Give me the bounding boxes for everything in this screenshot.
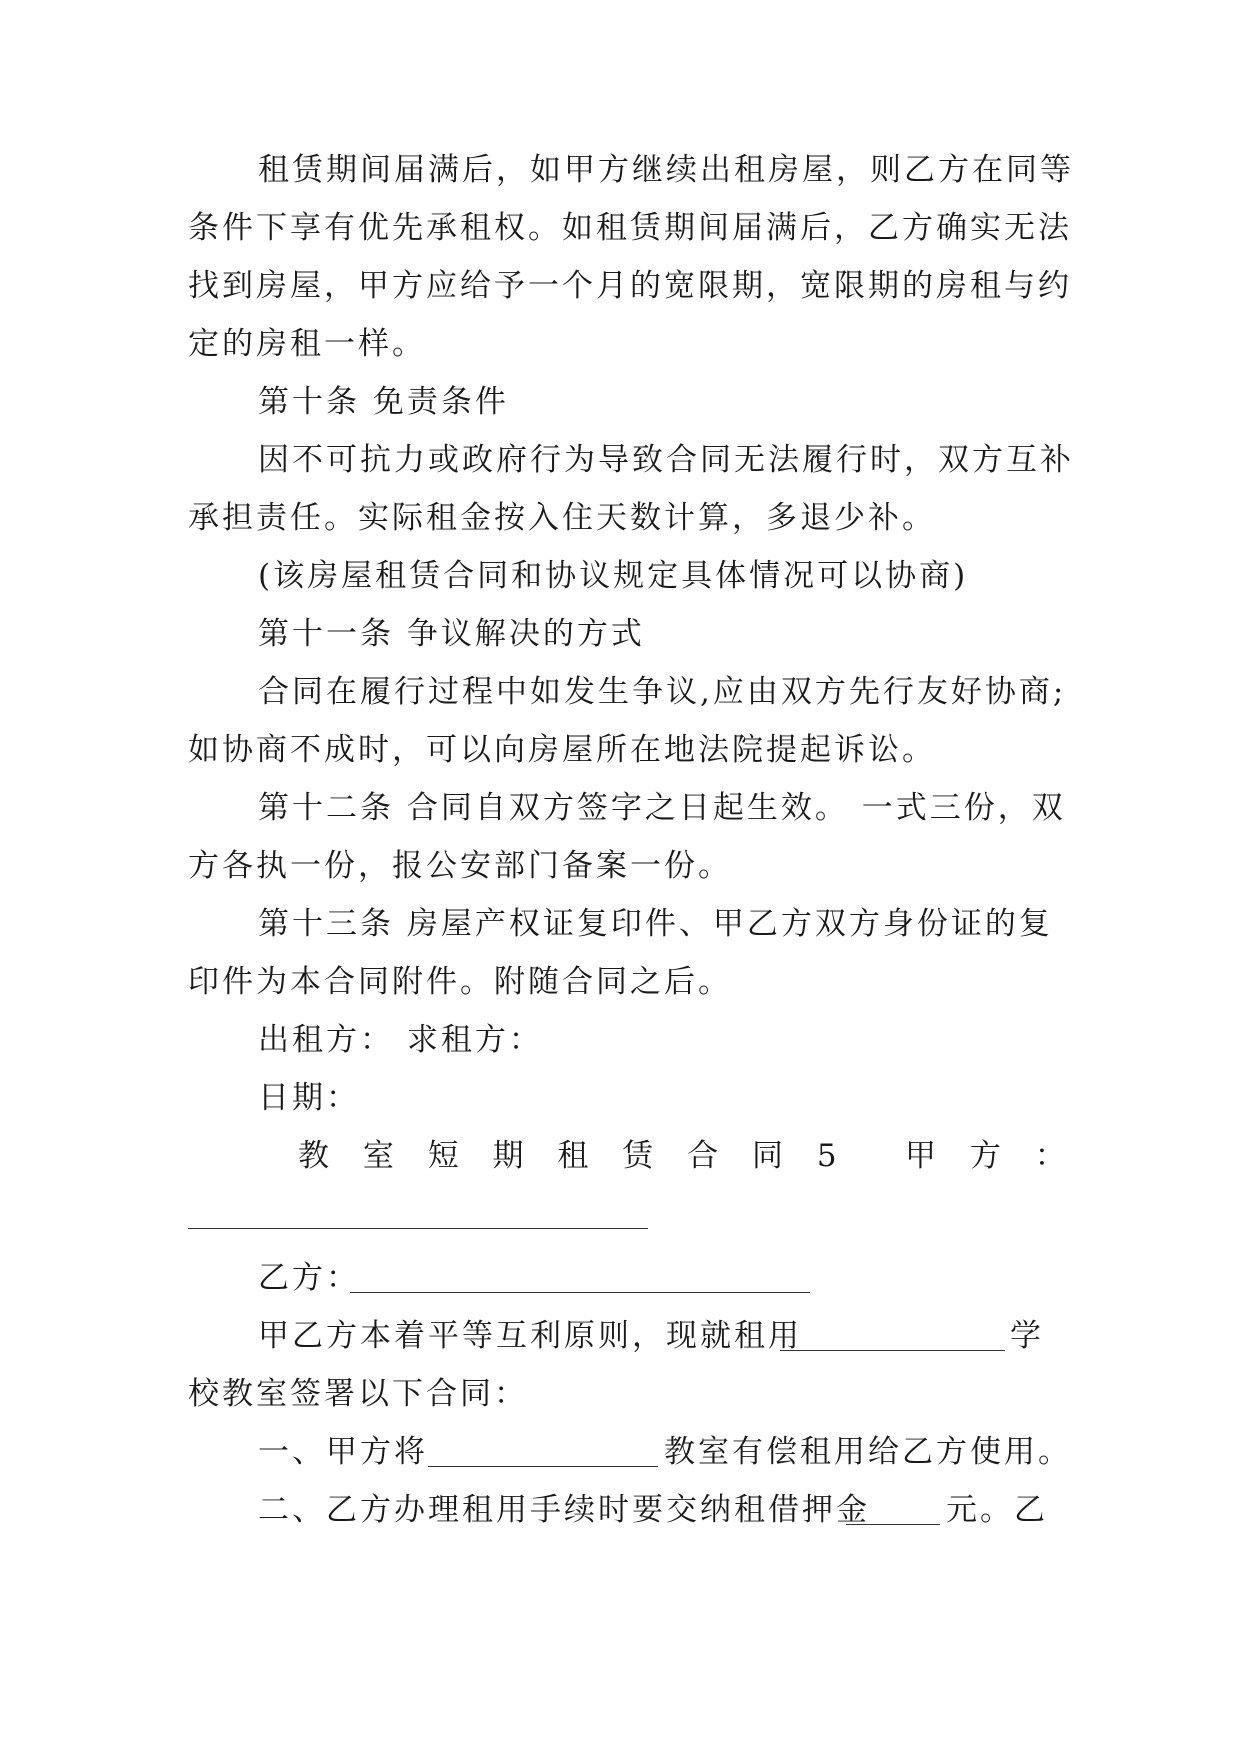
paragraph-line: 因不可抗力或政府行为导致合同无法履行时，双方互补 [258, 442, 1074, 478]
contract-title: 教 室 短 期 租 赁 合 同 5 [298, 1138, 849, 1174]
date-line: 日期： [258, 1080, 360, 1116]
paragraph-line: 合同在履行过程中如发生争议,应由双方先行友好协商; [258, 674, 1067, 710]
party-b-label: 乙方： [258, 1260, 360, 1296]
classroom-blank [428, 1466, 658, 1467]
paragraph-line: 承担责任。实际租金按入住天数计算，多退少补。 [188, 500, 936, 536]
section-heading: 第十二条 合同自双方签字之日起生效。 一式三份，双 [258, 790, 1066, 826]
clause-1-text: 一、甲方将 [258, 1434, 428, 1470]
clause-intro-text: 甲乙方本着平等互利原则，现就租用 [258, 1318, 802, 1354]
paragraph-line: 条件下享有优先承租权。如租赁期间届满后，乙方确实无法 [188, 210, 1072, 246]
paragraph-line: 方各执一份，报公安部门备案一份。 [188, 848, 732, 884]
paragraph-line: 校教室签署以下合同： [188, 1376, 528, 1412]
party-b-blank [350, 1292, 810, 1293]
paragraph-line: 如协商不成时，可以向房屋所在地法院提起诉讼。 [188, 732, 936, 768]
paragraph-line: 印件为本合同附件。附随合同之后。 [188, 964, 732, 1000]
clause-intro-text: 学 [1010, 1318, 1044, 1354]
paragraph-line: (该房屋租赁合同和协议规定具体情况可以协商) [258, 558, 969, 594]
clause-2-text: 二、乙方办理租用手续时要交纳租借押金 [258, 1492, 870, 1528]
clause-1-text: 教室有偿租用给乙方使用。 [664, 1434, 1072, 1470]
paragraph-line: 租赁期间届满后，如甲方继续出租房屋，则乙方在同等 [258, 152, 1074, 188]
paragraph-line: 定的房租一样。 [188, 326, 426, 362]
deposit-amount-blank [846, 1524, 940, 1525]
section-heading: 第十条 免责条件 [258, 384, 509, 420]
clause-2-text: 元。乙 [946, 1492, 1048, 1528]
party-a-label: 甲 方 ： [905, 1138, 1078, 1174]
signature-line: 出租方： 求租方： [258, 1022, 543, 1058]
party-a-blank [188, 1228, 648, 1229]
paragraph-line: 找到房屋，甲方应给予一个月的宽限期，宽限期的房租与约 [188, 268, 1072, 304]
section-heading: 第十三条 房屋产权证复印件、甲乙方双方身份证的复 [258, 906, 1053, 942]
school-name-blank [780, 1350, 1005, 1351]
section-heading: 第十一条 争议解决的方式 [258, 616, 645, 652]
